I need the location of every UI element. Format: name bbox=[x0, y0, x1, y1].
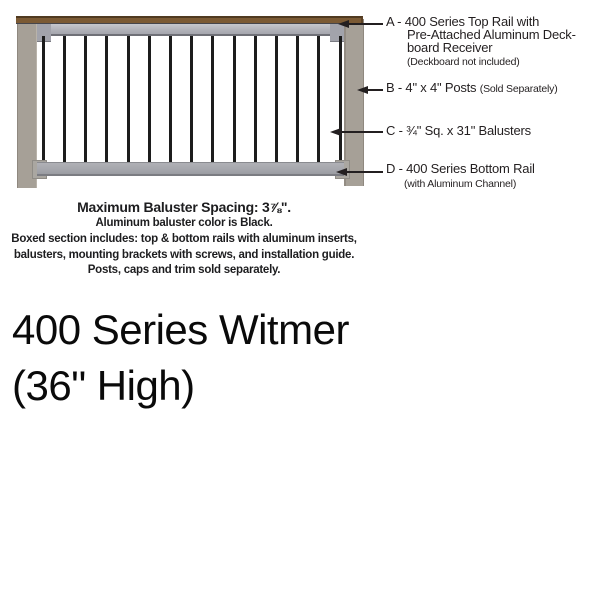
label-a-line3: board Receiver bbox=[407, 39, 493, 55]
baluster bbox=[233, 36, 236, 162]
baluster bbox=[169, 36, 172, 162]
label-a-note: (Deckboard not included) bbox=[407, 56, 520, 69]
baluster bbox=[63, 36, 66, 162]
title-line2: (36" High) bbox=[12, 362, 195, 409]
baluster bbox=[339, 36, 342, 162]
label-d-note: (with Aluminum Channel) bbox=[404, 177, 517, 190]
product-notes bbox=[3, 199, 365, 279]
note-color: Aluminum baluster color is Black. bbox=[95, 217, 273, 229]
callout-label-b bbox=[386, 82, 598, 96]
label-d-main: D - 400 Series Bottom Rail bbox=[386, 161, 535, 176]
label-c-main: C - ¾" Sq. x 31" Balusters bbox=[386, 123, 531, 138]
baluster bbox=[105, 36, 108, 162]
baluster bbox=[254, 36, 257, 162]
bottom-rail bbox=[37, 162, 344, 176]
baluster bbox=[148, 36, 151, 162]
label-b-note: (Sold Separately) bbox=[479, 83, 558, 95]
callout-label-c bbox=[386, 125, 598, 138]
label-b-main: B - 4" x 4" Posts bbox=[386, 80, 477, 95]
baluster bbox=[84, 36, 87, 162]
baluster bbox=[317, 36, 320, 162]
baluster bbox=[211, 36, 214, 162]
label-a-line1: A - 400 Series Top Rail with bbox=[386, 14, 540, 29]
baluster bbox=[190, 36, 193, 162]
baluster bbox=[275, 36, 278, 162]
baluster bbox=[42, 36, 45, 162]
note-includes-1: Boxed section includes: top & bottom rails with aluminum inserts, bbox=[11, 232, 357, 245]
baluster bbox=[127, 36, 130, 162]
note-spacing: Maximum Baluster Spacing: 3⅞". bbox=[77, 199, 291, 215]
callout-c-line bbox=[340, 131, 383, 133]
callout-label-a bbox=[386, 16, 598, 69]
label-a-line2: Pre-Attached Aluminum Deck- bbox=[407, 26, 576, 42]
note-sold-separately: Posts, caps and trim sold separately. bbox=[87, 264, 281, 277]
baluster bbox=[296, 36, 299, 162]
deckboard-top-cap bbox=[16, 16, 363, 24]
top-rail bbox=[37, 24, 344, 36]
railing-diagram bbox=[0, 0, 380, 200]
callout-d-line bbox=[346, 171, 383, 173]
note-includes-2: balusters, mounting brackets with screws, and installation guide. bbox=[13, 248, 355, 261]
title-line1: 400 Series Witmer bbox=[12, 306, 349, 353]
callout-a-line bbox=[348, 23, 383, 25]
callout-label-d bbox=[386, 163, 598, 191]
callout-b-line bbox=[367, 89, 383, 91]
page-title bbox=[12, 302, 349, 414]
